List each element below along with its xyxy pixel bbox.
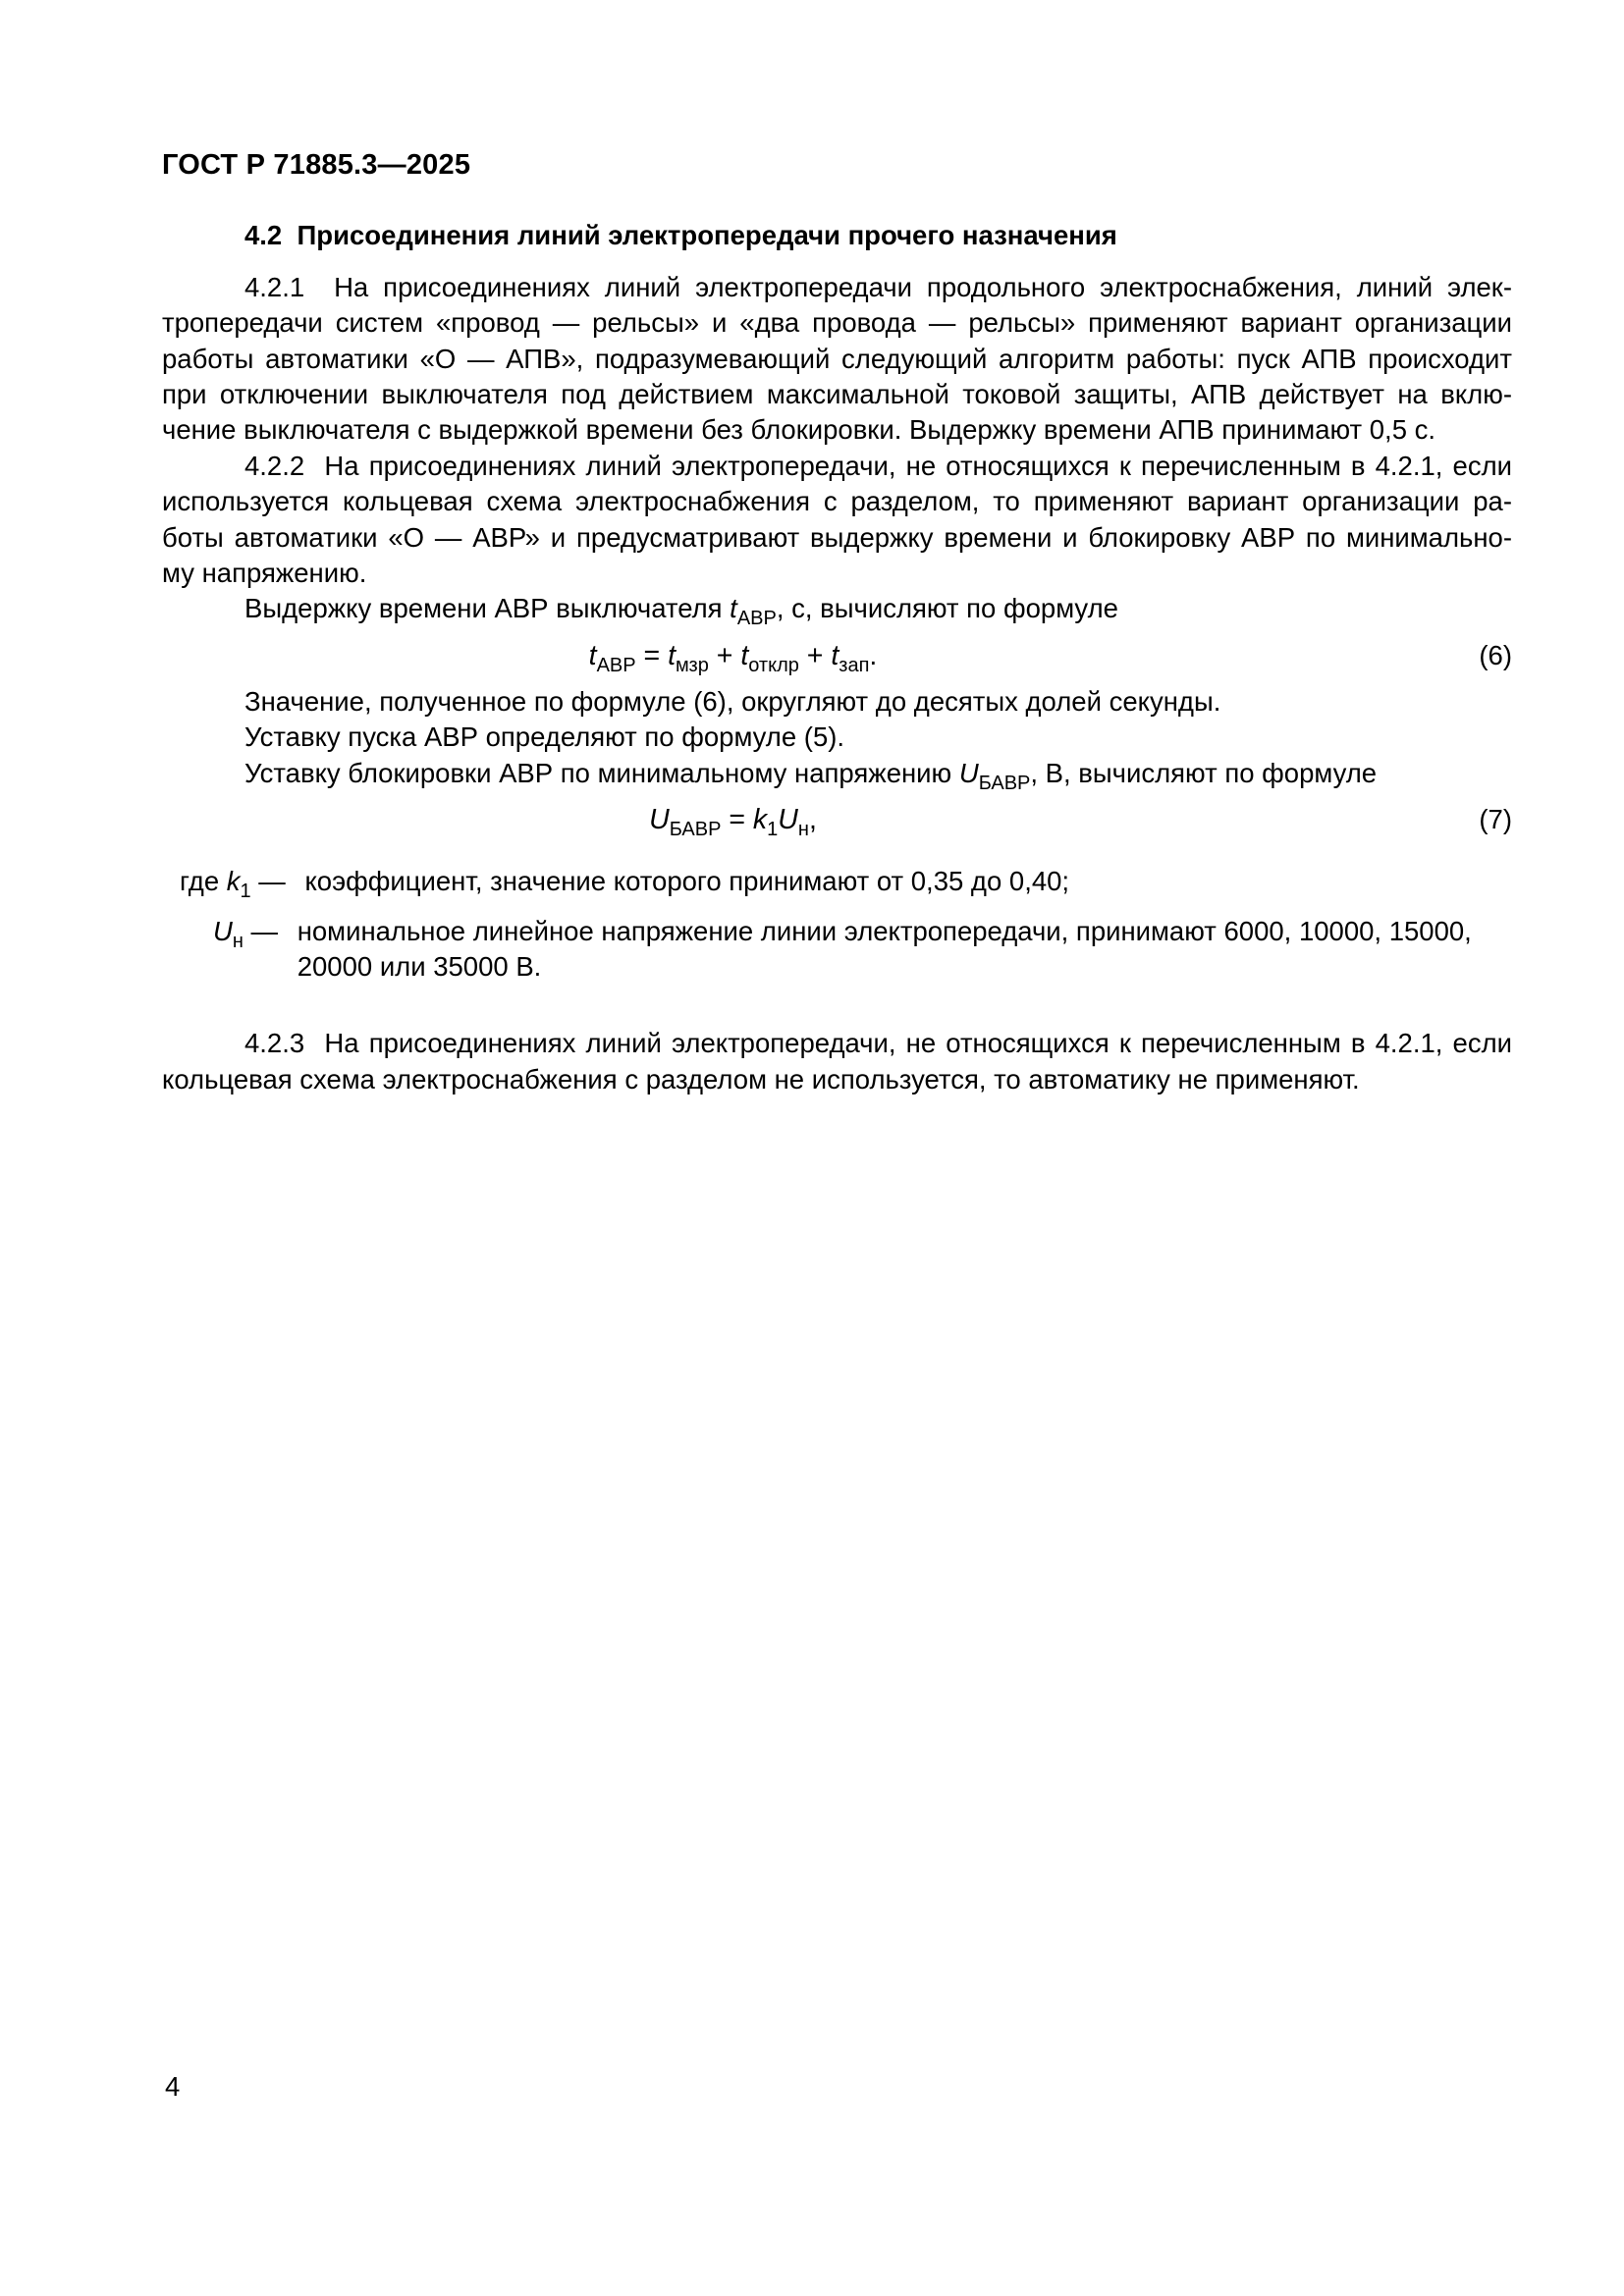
math-variable: t — [668, 639, 677, 671]
math-variable: t — [588, 639, 597, 671]
math-operator: + — [708, 639, 741, 671]
page-number: 4 — [165, 2071, 181, 2102]
math-variable: t — [730, 593, 737, 624]
text-line: при отключении выключателя под действием максимальной токовой защиты, АПВ действует на вклю- — [162, 379, 1512, 410]
math-subscript: 1 — [240, 881, 251, 903]
text-line: 4.2.1 На присоединениях линий электропередачи продольного электроснабжения, линий элек- — [244, 271, 1512, 302]
formula-where-list — [162, 864, 1512, 985]
math-subscript: н — [232, 930, 244, 952]
where-item-Un — [162, 914, 1512, 986]
math-variable: U — [649, 803, 670, 835]
formula-7-intro — [162, 756, 1512, 794]
intro-text: Выдержку времени АВР выключателя — [244, 593, 731, 624]
formula-6-expression — [588, 638, 878, 676]
math-punctuation: . — [869, 639, 878, 671]
math-subscript: мзр — [676, 654, 709, 676]
math-variable: U — [213, 915, 233, 946]
paragraph-4-2-1 — [162, 270, 1512, 449]
math-subscript: отклр — [748, 654, 799, 676]
text-column — [162, 147, 1512, 1097]
formula-6-intro — [162, 591, 1512, 630]
text-line: боты автоматики «О — АВР» и предусматривают выдержку времени и блокировку АВР по минимально- — [162, 521, 1512, 553]
text-line: 4.2.3 На присоединениях линий электропередачи, не относящихся к перечисленным в 4.2.1, если — [244, 1028, 1512, 1059]
intro-text: , В, вычисляют по формуле — [1030, 757, 1378, 788]
math-subscript: АВР — [736, 608, 777, 630]
math-subscript: н — [797, 818, 809, 840]
math-punctuation: , — [808, 803, 817, 835]
where-keyword: где — [180, 866, 227, 897]
text-line: Значение, полученное по формуле (6), округляют до десятых долей секунды. — [244, 685, 1221, 717]
text-line: му напряжению. — [162, 558, 367, 589]
math-variable: U — [958, 757, 979, 788]
text-line: Уставку пуска АВР определяют по формуле (5). — [244, 721, 845, 753]
math-variable: U — [778, 803, 798, 835]
where-item-k1 — [162, 864, 1512, 903]
text-line: тропередачи систем «провод — рельсы» и «два провода — рельсы» применяют вариант организации — [162, 307, 1512, 339]
math-operator: + — [798, 639, 832, 671]
paragraph-4-2-2 — [162, 449, 1512, 592]
where-description — [298, 914, 1512, 986]
text-line: используется кольцевая схема электроснабжения с разделом, то применяют вариант организации ра- — [162, 486, 1512, 517]
section-heading: 4.2 Присоединения линий электропередачи прочего назначения — [244, 220, 1117, 251]
math-operator: = — [721, 803, 753, 835]
formula-6-number: (6) — [1479, 639, 1512, 670]
intro-text: , с, вычисляют по формуле — [776, 593, 1118, 624]
math-subscript: БАВР — [978, 772, 1031, 794]
formula-7-expression — [649, 802, 817, 840]
text-line: кольцевая схема электроснабжения с разделом не используется, то автоматику не применяют. — [162, 1063, 1360, 1095]
math-subscript: АВР — [596, 654, 636, 676]
text-line: 4.2.2 На присоединениях линий электропередачи, не относящихся к перечисленным в 4.2.1, если — [244, 450, 1512, 481]
where-dash: — — [250, 866, 294, 897]
math-subscript: БАВР — [669, 818, 722, 840]
where-description: коэффициент, значение которого принимают от 0,35 до 0,40; — [304, 866, 1070, 897]
where-term — [180, 864, 294, 903]
text-line: номинальное линейное напряжение линии электропередачи, принимают 6000, 10000, 15000, — [297, 915, 1472, 946]
text-line: чение выключателя с выдержкой времени без блокировки. Выдержку времени АПВ принимают 0,5 с. — [162, 414, 1436, 446]
math-operator: = — [635, 639, 669, 671]
text-line: 20000 или 35000 В. — [297, 950, 542, 982]
where-dash: — — [243, 915, 286, 946]
intro-text: Уставку блокировки АВР по минимальному напряжению — [244, 757, 959, 788]
math-subscript: 1 — [767, 818, 779, 840]
formula-6 — [162, 627, 1512, 684]
formula-7-number: (7) — [1479, 803, 1512, 834]
math-subscript: зап — [839, 654, 870, 676]
formula-7 — [162, 791, 1512, 848]
where-term — [213, 914, 286, 986]
math-variable: k — [226, 866, 241, 897]
math-variable: k — [752, 803, 768, 835]
math-variable: t — [740, 639, 749, 671]
math-variable: t — [831, 639, 839, 671]
doc-code-header: ГОСТ Р 71885.3—2025 — [162, 149, 471, 181]
paragraph-4-2-3 — [162, 1026, 1512, 1097]
text-line: работы автоматики «О — АПВ», подразумевающий следующий алгоритм работы: пуск АПВ происходит — [162, 343, 1512, 374]
